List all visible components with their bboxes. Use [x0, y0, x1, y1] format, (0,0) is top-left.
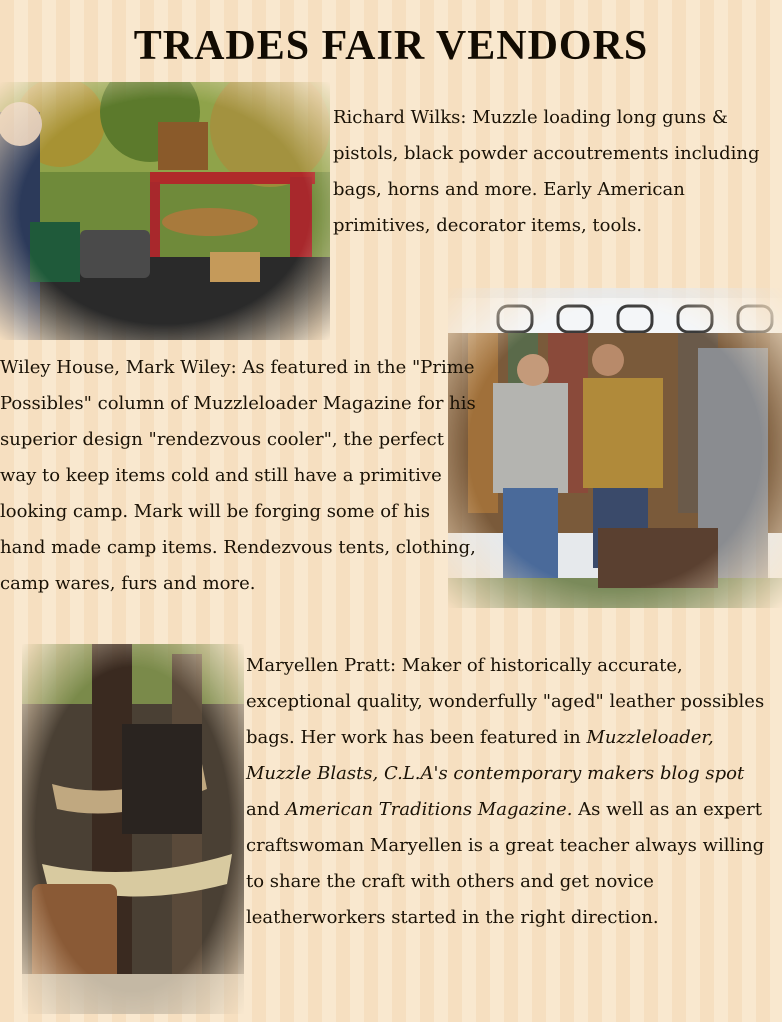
vendor-description-wilks: Richard Wilks: Muzzle loading long guns & pistols, black powder accoutrements including bags, horns and more. Early American primitives, decorator items, tools.	[333, 107, 760, 236]
pratt-and-text: and	[246, 799, 286, 820]
vendor-photo-pratt	[22, 644, 244, 1014]
vendor-photo-wiley	[448, 288, 782, 608]
pratt-closing-text: As well as an expert craftswoman Maryellen is a great teacher always willing to share the craft with others and get novice leatherworkers started in the right direction.	[246, 799, 765, 928]
page-title: TRADES FAIR VENDORS	[133, 23, 649, 69]
publication-titles: Muzzleloader, Muzzle Blasts, C.L.A's contemporary makers blog spot	[246, 727, 745, 784]
publication-title-american-traditions: American Traditions Magazine.	[285, 799, 573, 820]
vendor-photo-wilks	[0, 82, 330, 340]
pratt-intro-text: Maryellen Pratt: Maker of historically accurate, exceptional quality, wonderfully "aged" leather possibles bags. Her work has been featured in	[246, 655, 765, 748]
vendor-description-wiley: Wiley House, Mark Wiley: As featured in the "Prime Possibles" column of Muzzleloader Magazine for his superior design "rendezvous cooler", the perfect way to keep items cold and still have a primitive looking camp. Mark will be forging some of his hand made camp items. Rendezvous tents, clothing, camp wares, furs and more.	[0, 357, 476, 594]
vendor-description-pratt	[246, 648, 766, 936]
